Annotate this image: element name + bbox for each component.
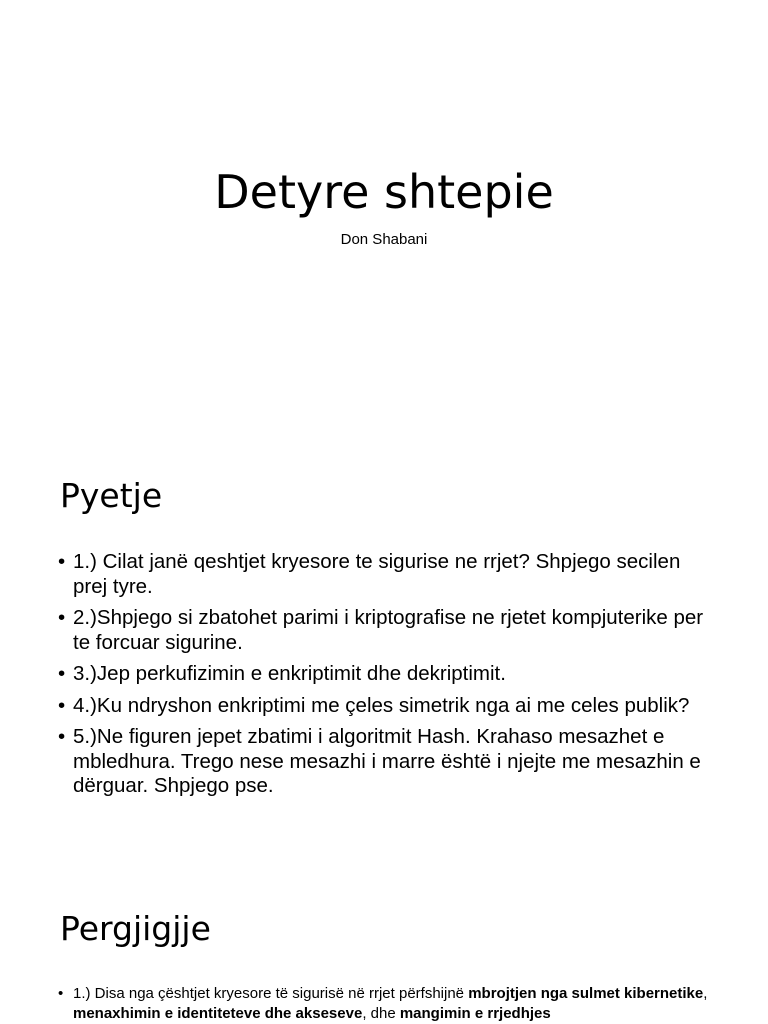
bullet-icon: • <box>58 725 66 748</box>
question-text: 4.)Ku ndryshon enkriptimi me çeles simetrik nga ai me celes publik? <box>73 693 690 717</box>
answer-item <box>58 984 708 1024</box>
question-text: 1.) Cilat janë qeshtjet kryesore te sigurise ne rrjet? Shpjego secilen prej tyre. <box>73 550 681 598</box>
bullet-icon: • <box>58 550 66 573</box>
answer-bold-segment: mbrojtjen nga sulmet kibernetike <box>468 985 704 1002</box>
question-item <box>58 725 708 799</box>
questions-heading: Pyetje <box>60 476 163 515</box>
question-item <box>58 550 708 599</box>
answer-bold-segment: menaxhimin e identiteteve dhe akseseve <box>73 1005 363 1022</box>
slide-title: Detyre shtepie <box>214 165 554 219</box>
answer-text-segment: , dhe <box>362 1005 400 1022</box>
question-item <box>58 662 708 687</box>
question-text: 5.)Ne figuren jepet zbatimi i algoritmit Hash. Krahaso mesazhet e mbledhura. Trego nese mesazhi i marre është i njejte me mesazhin e dërguar. Shpjego pse. <box>73 725 701 797</box>
question-text: 3.)Jep perkufizimin e enkriptimit dhe dekriptimit. <box>73 662 506 685</box>
answer-text-segment: , <box>703 985 708 1002</box>
bullet-icon: • <box>58 662 66 685</box>
slide-subtitle-author: Don Shabani <box>340 231 428 248</box>
question-item <box>58 694 708 719</box>
bullet-icon: • <box>58 693 66 717</box>
question-text: 2.)Shpjego si zbatohet parimi i kriptografise ne rjetet kompjuterike per te forcuar sigurine. <box>73 606 704 654</box>
bullet-icon: • <box>58 606 66 629</box>
question-item <box>58 606 708 655</box>
answer-bold-segment: mangimin e rrjedhjes <box>399 1005 551 1022</box>
bullet-icon: • <box>58 985 64 1002</box>
answers-list <box>58 984 708 1024</box>
answer-text-segment: 1.) Disa nga çështjet kryesore të sigurisë në rrjet përfshijnë <box>73 985 469 1002</box>
answers-heading: Pergjigjje <box>60 909 211 948</box>
answer-text <box>73 985 707 1022</box>
questions-list <box>58 550 708 806</box>
